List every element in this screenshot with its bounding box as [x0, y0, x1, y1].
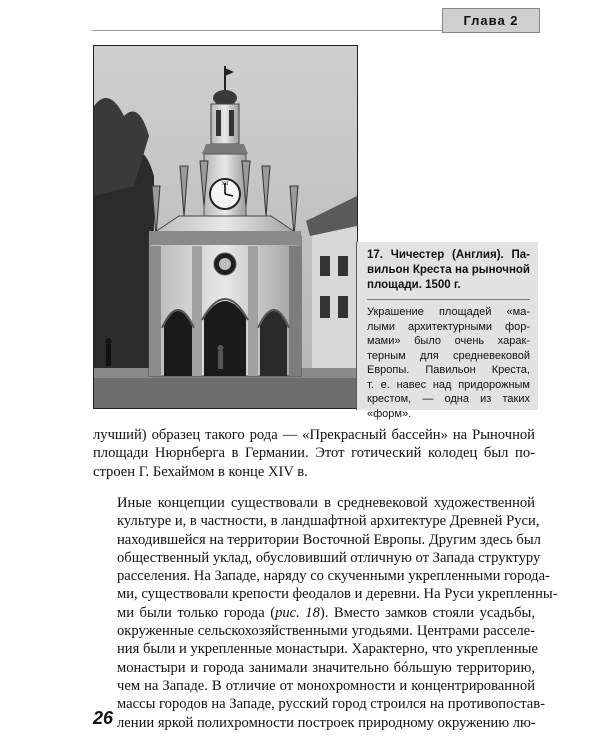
figure-text-line: т. е. навес над придорожным: [367, 378, 530, 391]
text-fragment: ми были только города (: [117, 604, 276, 621]
paragraph-continuation: [93, 426, 535, 481]
figure-text-line: Европы. Павильон Креста,: [367, 364, 530, 376]
market-cross-illustration: [94, 46, 357, 408]
paragraph-main: [93, 494, 558, 732]
chapter-label: Глава 2: [442, 8, 540, 33]
figure-description: [367, 305, 530, 421]
text-line: культуре и, в частности, в ландшафтной архитектуре Древней Руси,: [117, 513, 540, 530]
figure-text-line: «форм».: [367, 407, 412, 420]
figure-caption: [356, 242, 538, 420]
figure-text-line: мами» было очень харак-: [367, 335, 530, 347]
text-line: ми, существовали крепости феодалов и деревни. На Руси укрепленны-: [117, 586, 558, 603]
figure-title-line: вильон Креста на рыночной: [367, 264, 530, 276]
figure-title-line: площади. 1500 г.: [367, 279, 461, 291]
text-line: расселения. На Западе, наряду со скученными укрепленными города-: [117, 568, 550, 585]
text-line: монастыри и города занимали значительно бóльшую территорию,: [117, 659, 535, 676]
text-line: лении яркой полихромности построек природному окружению лю-: [117, 714, 536, 731]
figure-title: [367, 248, 530, 293]
text-line: находившейся на территории Восточной Европы. Другим здесь был: [117, 531, 541, 548]
caption-divider: [367, 299, 530, 300]
text-line: строен Г. Бехаймом в конце XIV в.: [93, 463, 308, 480]
text-line: Иные концепции существовали в средневековой художественной: [117, 495, 535, 511]
text-line: лучший) образец такого рода — «Прекрасный бассейн» на Рыночной: [93, 427, 535, 443]
market-cross-photo: [93, 45, 358, 409]
figure-text-line: Украшение площадей «ма-: [367, 306, 530, 318]
text-line: массы городов на Западе, русский город строился на противопостав-: [117, 696, 545, 713]
text-line: чем на Западе. В отличие от монохромности и концентрированной: [117, 677, 535, 694]
clock-numeral: XII: [221, 182, 229, 187]
text-fragment: ). Вместо замков стояли усадьбы,: [319, 604, 535, 621]
text-line: [93, 604, 535, 622]
figure-title-line: 17. Чичестер (Англия). Па-: [367, 249, 530, 261]
figure-text-line: лыми архитектурными фор-: [367, 320, 530, 333]
text-line: ния были и укрепленные монастыри. Характерно, что укрепленные: [117, 641, 538, 658]
text-line: площади Нюрнберга в Германии. Этот готический колодец был по-: [93, 445, 535, 462]
figure-reference[interactable]: рис. 18: [275, 604, 320, 621]
figure-text-line: крестом, — одна из таких: [367, 393, 530, 405]
figure-text-line: терным для средневековой: [367, 349, 530, 362]
text-line: окруженные сельскохозяйственными угодьями. Центрами расселе-: [117, 623, 535, 640]
text-line: общественный уклад, обусловивший отличную от Запада структуру: [117, 549, 541, 566]
page-number: 26: [93, 708, 114, 728]
